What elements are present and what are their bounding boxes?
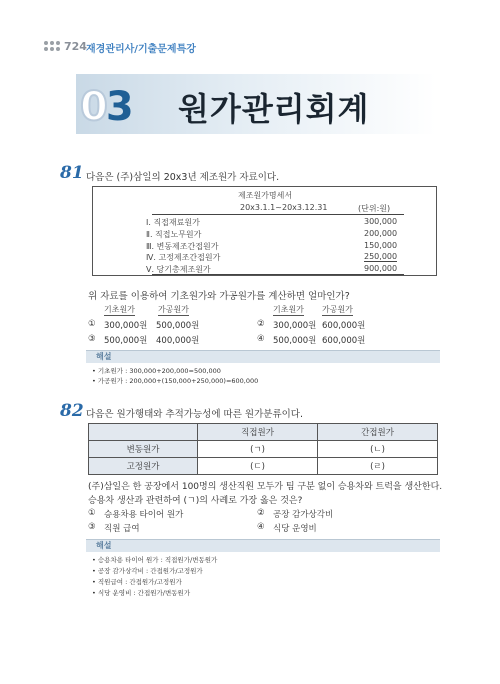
option-col-head: 가공원가 xyxy=(158,305,189,314)
statement-row-value: 150,000 xyxy=(364,241,398,250)
question-82-text-line-2: 승용차 생산과 관련하여 (ㄱ)의 사례로 가장 옳은 것은? xyxy=(88,496,303,506)
question-82-number: 82 xyxy=(60,401,84,421)
question-81-stem: 다음은 (주)삼일의 20x3년 제조원가 자료이다. xyxy=(86,172,280,183)
option-value: 600,000원 xyxy=(322,336,366,346)
option-text: 직원 급여 xyxy=(104,524,140,534)
solution-line: • 기초원가 : 300,000+200,000=500,000 xyxy=(92,367,221,375)
statement-row-value: 900,000 xyxy=(364,264,398,273)
table-cell: (ㄹ) xyxy=(318,458,438,475)
table-row-header: 고정원가 xyxy=(89,458,198,475)
option-mark[interactable]: ③ xyxy=(88,334,96,344)
statement-row-label: Ⅳ. 고정제조간접원가 xyxy=(146,253,221,262)
statement-period: 20x3.1.1~20x3.12.31 xyxy=(240,203,328,212)
option-col-head: 기초원가 xyxy=(104,305,135,314)
table-header-cell: 직접원가 xyxy=(198,424,318,441)
option-mark[interactable]: ④ xyxy=(257,334,265,344)
option-col-head: 가공원가 xyxy=(322,305,353,314)
table-header-cell: 간접원가 xyxy=(318,424,438,441)
table-cell: (ㄱ) xyxy=(198,441,318,458)
statement-row-value: 250,000 xyxy=(364,252,398,261)
option-value: 500,000원 xyxy=(104,336,148,346)
table-cell: (ㄷ) xyxy=(198,458,318,475)
statement-row-label: Ⅱ. 직접노무원가 xyxy=(146,230,202,239)
question-81-text: 위 자료를 이용하여 기초원가와 가공원가를 계산하면 얼마인가? xyxy=(88,291,350,302)
solution-header-bar xyxy=(86,539,440,552)
solution-header-bar xyxy=(86,350,440,363)
statement-row-label: Ⅴ. 당기총제조원가 xyxy=(146,265,211,274)
statement-row-value: 200,000 xyxy=(364,229,398,238)
statement-unit: (단위:원) xyxy=(358,204,391,213)
solution-line: • 식당 운영비 : 간접원가/변동원가 xyxy=(92,589,191,597)
solution-line: • 승용차용 타이어 원가 : 직접원가/변동원가 xyxy=(92,556,218,564)
solution-label: 해설 xyxy=(96,352,112,361)
chapter-number: 03 xyxy=(80,84,132,130)
header-dots-icon xyxy=(44,41,62,53)
option-mark[interactable]: ② xyxy=(257,508,265,518)
statement-row-value: 300,000 xyxy=(364,217,398,226)
statement-bottom-rule xyxy=(152,274,404,275)
option-text: 승용차용 타이어 원가 xyxy=(104,510,184,520)
question-82-stem: 다음은 원가행태와 추적가능성에 따른 원가분류이다. xyxy=(86,409,303,420)
option-text: 공장 감가상각비 xyxy=(273,510,334,520)
option-mark[interactable]: ① xyxy=(88,508,96,518)
solution-line: • 직원급여 : 간접원가/고정원가 xyxy=(92,578,182,586)
page-number: 724 xyxy=(64,40,87,53)
option-value: 500,000원 xyxy=(273,336,317,346)
option-value: 500,000원 xyxy=(156,321,200,331)
question-82-text-line-1: (주)삼일은 한 공장에서 100명의 생산직원 모두가 팀 구분 없이 승용차와 트럭을 생산한다. xyxy=(88,482,443,492)
table-cell: (ㄴ) xyxy=(318,441,438,458)
book-title: 재경관리사/기출문제특강 xyxy=(86,44,196,55)
option-col-head: 기초원가 xyxy=(273,305,304,314)
statement-title: 제조원가명세서 xyxy=(238,191,293,200)
table-row-header: 변동원가 xyxy=(89,441,198,458)
option-text: 식당 운영비 xyxy=(273,524,317,534)
solution-line: • 공장 감가상각비 : 간접원가/고정원가 xyxy=(92,567,203,575)
option-value: 300,000원 xyxy=(273,321,317,331)
option-value: 600,000원 xyxy=(322,321,366,331)
statement-top-rule xyxy=(152,214,404,215)
question-81-number: 81 xyxy=(60,163,84,183)
option-mark[interactable]: ② xyxy=(257,319,265,329)
solution-line: • 가공원가 : 200,000+(150,000+250,000)=600,000 xyxy=(92,377,259,385)
option-value: 400,000원 xyxy=(156,336,200,346)
statement-row-label: Ⅰ. 직접재료원가 xyxy=(146,218,200,227)
cost-classification-table xyxy=(88,423,438,475)
option-value: 300,000원 xyxy=(104,321,148,331)
option-mark[interactable]: ③ xyxy=(88,522,96,532)
option-mark[interactable]: ④ xyxy=(257,522,265,532)
option-mark[interactable]: ① xyxy=(88,319,96,329)
statement-row-label: Ⅲ. 변동제조간접원가 xyxy=(146,242,219,251)
chapter-title: 원가관리회계 xyxy=(178,90,370,128)
solution-label: 해설 xyxy=(96,541,112,550)
table-corner-cell xyxy=(89,424,198,441)
